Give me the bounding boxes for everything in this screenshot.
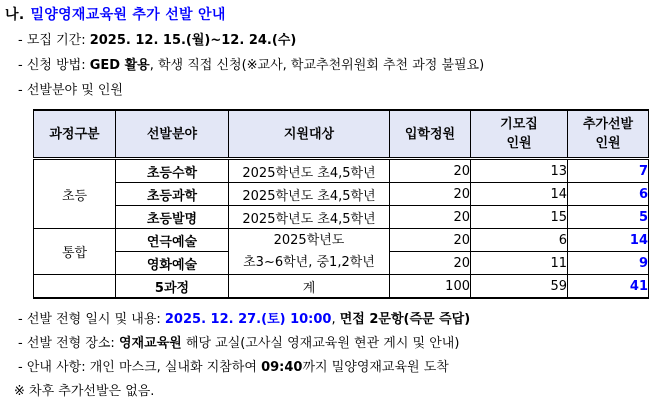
table-row-total <box>34 275 649 299</box>
section-number: 나. <box>5 7 25 23</box>
header-additional-count-label2: 인원 <box>595 136 621 151</box>
cell-recruited-count: 14 <box>471 183 568 206</box>
selection-fields-line <box>18 78 655 103</box>
exam-schedule-label: - 선발 전형 일시 및 내용: <box>18 312 165 327</box>
outro-list <box>14 308 655 404</box>
cell-target: 2025학년도 초4,5학년 <box>229 206 390 229</box>
header-recruited-count-label2: 인원 <box>506 136 532 151</box>
application-method-label: - 신청 방법: <box>18 58 90 73</box>
header-target <box>229 110 390 159</box>
cell-additional-count: 6 <box>568 183 649 206</box>
guidance-time: 09:40 <box>261 360 303 375</box>
cell-additional-count-total: 41 <box>568 275 649 299</box>
table-row-elementary-science <box>34 183 649 206</box>
cell-target: 2025학년도 초4,5학년 <box>229 183 390 206</box>
table-row-elementary-invention <box>34 206 649 229</box>
header-target-label: 지원대상 <box>283 126 335 142</box>
header-selection-field-label: 선발분야 <box>146 126 198 142</box>
exam-schedule-content: 면접 2문항(즉문 즉답) <box>339 312 471 327</box>
cell-additional-count: 14 <box>568 229 649 252</box>
cell-selection-field: 연극예술 <box>116 229 229 252</box>
recruit-period-line <box>18 28 655 53</box>
cell-recruited-count: 11 <box>471 252 568 275</box>
cell-target-merged-line1: 2025학년도 <box>273 232 345 248</box>
cell-recruited-count: 15 <box>471 206 568 229</box>
cell-admission-quota: 20 <box>390 159 471 183</box>
exam-schedule-datetime: 2025. 12. 27.(토) 10:00 <box>164 312 332 327</box>
cell-admission-quota: 20 <box>390 183 471 206</box>
section-title-text: 밀양영재교육원 추가 선발 안내 <box>30 7 226 23</box>
application-method-value: GED 활용 <box>89 58 150 73</box>
table-row-elementary-math <box>34 159 649 183</box>
header-recruited-count <box>471 110 568 159</box>
header-course-type <box>34 110 116 159</box>
cell-target-total: 계 <box>229 275 390 299</box>
cell-additional-count: 9 <box>568 252 649 275</box>
cell-admission-quota: 20 <box>390 206 471 229</box>
cell-recruited-count: 13 <box>471 159 568 183</box>
cell-course-group-empty <box>34 275 116 299</box>
table-header-row <box>34 110 649 159</box>
header-course-type-label: 과정구분 <box>49 126 100 142</box>
section-title <box>5 5 655 25</box>
recruit-period-value: 2025. 12. 15.(월)~12. 24.(수) <box>89 33 297 48</box>
table-row-theater-arts <box>34 229 649 252</box>
guidance-note: 까지 밀양영재교육원 도착 <box>302 360 449 375</box>
cell-selection-field: 초등발명 <box>116 206 229 229</box>
cell-target: 2025학년도 초4,5학년 <box>229 159 390 183</box>
cell-admission-quota-total: 100 <box>390 275 471 299</box>
exam-place-line <box>18 332 655 356</box>
header-recruited-count-label: 기모집 <box>500 117 538 132</box>
cell-course-group-elementary: 초등 <box>34 159 116 229</box>
footnote-line: ※ 차후 추가선발은 없음. <box>14 384 155 399</box>
header-admission-quota-label: 입학정원 <box>404 126 456 142</box>
cell-target-merged-line2: 초3~6학년, 중1,2학년 <box>243 254 375 270</box>
cell-target-merged <box>229 229 390 275</box>
selection-fields-label: - 선발분야 및 인원 <box>18 83 123 98</box>
application-method-note: , 학생 직접 신청(※교사, 학교추천위원회 추천 과정 불필요) <box>149 58 485 73</box>
application-method-line <box>18 53 655 78</box>
selection-table <box>33 109 649 299</box>
guidance-line <box>18 356 655 380</box>
cell-admission-quota: 20 <box>390 252 471 275</box>
cell-additional-count: 5 <box>568 206 649 229</box>
header-additional-count-label: 추가선발 <box>582 117 634 132</box>
exam-schedule-line <box>18 308 655 332</box>
header-selection-field <box>116 110 229 159</box>
guidance-label: - 안내 사항: 개인 마스크, 실내화 지참하여 <box>18 360 262 375</box>
cell-course-group-integrated: 통합 <box>34 229 116 275</box>
cell-recruited-count: 6 <box>471 229 568 252</box>
header-additional-count <box>568 110 649 159</box>
header-admission-quota <box>390 110 471 159</box>
cell-recruited-count-total: 59 <box>471 275 568 299</box>
cell-selection-field: 초등수학 <box>116 159 229 183</box>
cell-selection-field: 초등과학 <box>116 183 229 206</box>
exam-place-value: 영재교육원 <box>118 336 182 351</box>
recruit-period-label: - 모집 기간: <box>18 33 90 48</box>
exam-schedule-separator: , <box>331 312 340 327</box>
cell-additional-count: 7 <box>568 159 649 183</box>
exam-place-note: 해당 교실(고사실 영재교육원 현관 게시 및 안내) <box>181 336 460 351</box>
exam-place-label: - 선발 전형 장소: <box>18 336 119 351</box>
cell-admission-quota: 20 <box>390 229 471 252</box>
cell-selection-field-total: 5과정 <box>116 275 229 299</box>
cell-selection-field: 영화예술 <box>116 252 229 275</box>
intro-list <box>5 28 655 103</box>
